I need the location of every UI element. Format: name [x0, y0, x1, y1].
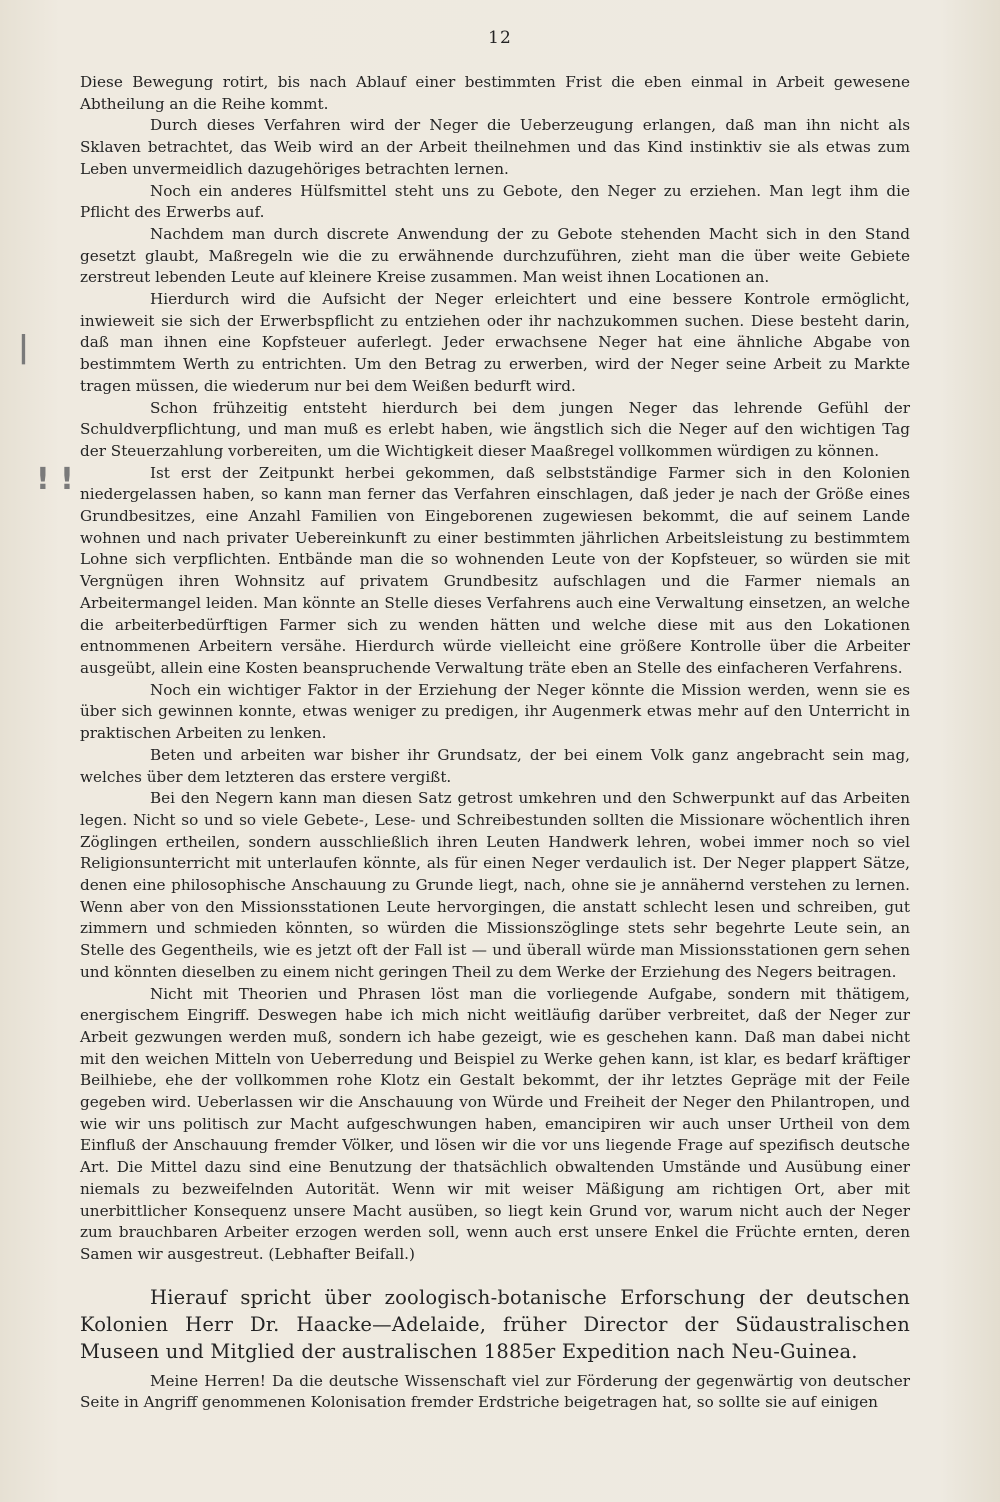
paragraph-9: Beten und arbeiten war bisher ihr Grundsatz, der bei einem Volk ganz angebracht sein mag, welches über dem letzteren das erstere vergißt.	[80, 745, 910, 786]
margin-mark-bracket: |	[18, 330, 29, 365]
article-body	[80, 72, 910, 1414]
margin-mark-exclaim: ! !	[36, 462, 74, 497]
paragraph-3: Noch ein anderes Hülfsmittel steht uns zu Gebote, den Neger zu erziehen. Man legt ihm die Pflicht des Erwerbs auf.	[80, 181, 910, 222]
paragraph-6: Schon frühzeitig entsteht hierdurch bei dem jungen Neger das lehrende Gefühl der Schuldverpflichtung, und man muß es erlebt haben, wie ängstlich sich die Neger auf den wichtigen Tag der Steuerzahlung vorbereiten, um die Wichtigkeit dieser Maaßregel vollkommen würdigen zu können.	[80, 398, 910, 460]
paragraph-4: Nachdem man durch discrete Anwendung der zu Gebote stehenden Macht sich in den Stand gesetzt glaubt, Maßregeln wie die zu erwähnende durchzuführen, zieht man die über weite Gebiete zerstreut lebenden Leute auf kleinere Kreise zusammen. Man weist ihnen Locationen an.	[80, 224, 910, 287]
closing-paragraph: Meine Herren! Da die deutsche Wissenschaft viel zur Förderung der gegenwärtig von deutscher Seite in Angriff genommenen Kolonisation fremder Erdstriche beigetragen hat, so sollte sie auf einigen	[80, 1371, 910, 1412]
paragraph-1: Diese Bewegung rotirt, bis nach Ablauf einer bestimmten Frist die eben einmal in Arbeit gewesene Abtheilung an die Reihe kommt.	[80, 73, 910, 113]
paragraph-11: Nicht mit Theorien und Phrasen löst man die vorliegende Aufgabe, sondern mit thätigem, energischem Eingriff. Deswegen habe ich mich nicht weitläufig darüber verbreitet, daß der Neger zur Arbeit gezwungen werden muß, sondern ich habe gezeigt, wie es geschehen kann. Daß man dabei nicht mit den weichen Mitteln von Ueberredung und Beispiel zu Werke gehen kann, ist klar, es bedarf kräftiger Beilhiebe, ehe der vollkommen rohe Klotz ein Gestalt bekommt, der ihr letztes Gepräge mit der Feile gegeben wird. Ueberlassen wir die Anschauung von Würde und Freiheit der Neger den Philantropen, und wie wir uns politisch zur Macht aufgeschwungen haben, emancipiren wir auch unser Urtheil von dem Einfluß der Anschauung fremder Völker, und lösen wir die vor uns liegende Frage auf spezifisch deutsche Art. Die Mittel dazu sind eine Benutzung der thatsächlich obwaltenden Umstände und Ausübung einer niemals zu bezweifelnden Autorität. Wenn wir mit weiser Mäßigung am richtigen Ort, aber mit unerbittlicher Konsequenz unsere Macht ausüben, so liegt kein Grund vor, warum nicht auch der Neger zum brauchbaren Arbeiter erzogen werden soll, wenn auch erst unsere Enkel die Früchte ernten, deren Samen wir ausgestreut. (Lebhafter Beifall.)	[80, 984, 910, 1263]
speaker-announcement: Hierauf spricht über zoologisch-botanische Erforschung der deutschen Kolonien Herr Dr. Haacke—Adelaide, früher Director der Südaustralischen Museen und Mitglied der australischen 1885er Expedition nach Neu-Guinea.	[80, 1285, 910, 1363]
paragraph-8: Noch ein wichtiger Faktor in der Erziehung der Neger könnte die Mission werden, wenn sie es über sich gewinnen konnte, etwas weniger zu predigen, ihr Augenmerk etwas mehr auf den Unterricht in praktischen Arbeiten zu lenken.	[80, 680, 910, 743]
paragraph-10: Bei den Negern kann man diesen Satz getrost umkehren und den Schwerpunkt auf das Arbeiten legen. Nicht so und so viele Gebete-, Lese- und Schreibestunden sollten die Missionare wöchentlich ihren Zöglingen ertheilen, sondern ausschließlich ihren Leuten Handwerk lehren, wobei immer noch so viel Religionsunterricht mit unterlaufen könnte, als für einen Neger verdaulich ist. Der Neger plappert Sätze, denen eine philosophische Anschauung zu Grunde liegt, nach, ohne sie je annähernd verstehen zu lernen. Wenn aber von den Missionsstationen Leute hervorgingen, die anstatt schlecht lesen und schreiben, gut zimmern und schmieden könnten, so würden die Missionszöglinge stets sehr begehrte Leute sein, an Stelle des Gegentheils, wie es jetzt oft der Fall ist — und überall würde man Missionsstationen gern sehen und könnten dieselben zu einem nicht geringen Theil zu dem Werke der Erziehung des Negers beitragen.	[80, 789, 910, 981]
paragraph-7: Ist erst der Zeitpunkt herbei gekommen, daß selbstständige Farmer sich in den Kolonien niedergelassen haben, so kann man ferner das Verfahren einschlagen, daß jeder je nach der Größe eines Grundbesitzes, eine Anzahl Familien von Eingeborenen zugewiesen bekommt, die auf seinem Lande wohnen und nach privater Uebereinkunft zu einer bestimmten jährlichen Arbeitsleistung zu bestimmtem Lohne sich verpflichten. Entbände man die so wohnenden Leute von der Kopfsteuer, so würden sie mit Vergnügen ihren Wohnsitz auf privatem Grundbesitz aufschlagen und die Farmer niemals an Arbeitermangel leiden. Man könnte an Stelle dieses Verfahrens auch eine Verwaltung einsetzen, an welche die arbeiterbedürftigen Farmer sich zu wenden hätten und welche diese mit aus den Lokationen entnommenen Arbeitern versähe. Hierdurch würde vielleicht eine größere Kontrolle über die Arbeiter ausgeübt, allein eine Kosten beanspruchende Verwaltung träte eben an Stelle des einfacheren Verfahrens.	[80, 463, 910, 677]
paragraph-2: Durch dieses Verfahren wird der Neger die Ueberzeugung erlangen, daß man ihn nicht als Sklaven betrachtet, das Weib wird an der Arbeit theilnehmen und das Kind instinktiv sie als etwas zum Leben unvermeidlich dazugehöriges betrachten lernen.	[80, 116, 910, 178]
page-number: 12	[488, 28, 512, 48]
paragraph-5: Hierdurch wird die Aufsicht der Neger erleichtert und eine bessere Kontrole ermöglicht, inwieweit sie sich der Erwerbspflicht zu entziehen oder ihr nachzukommen suchen. Diese besteht darin, daß man ihnen eine Kopfsteuer auferlegt. Jeder erwachsene Neger hat eine ähnliche Abgabe von bestimmtem Werth zu entrichten. Um den Betrag zu erwerben, wird der Neger seine Arbeit zu Markte tragen müssen, die wiederum nur bei dem Weißen bedurft wird.	[80, 290, 910, 395]
